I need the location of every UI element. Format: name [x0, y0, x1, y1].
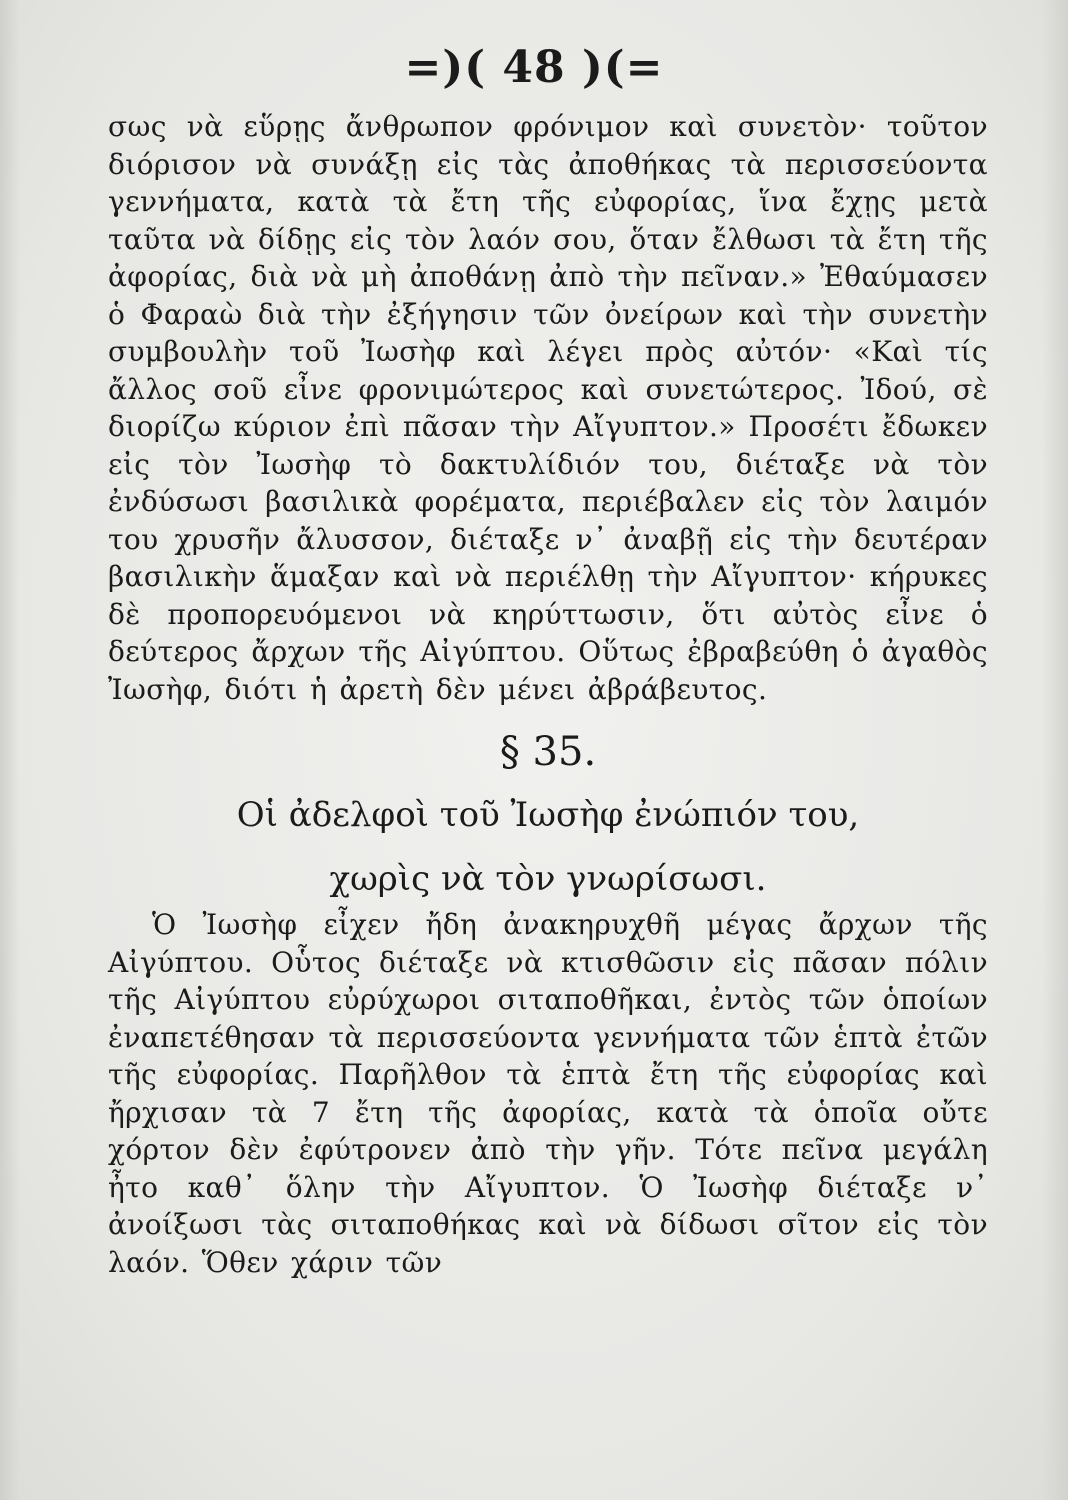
continued-paragraph: σως νὰ εὕρῃς ἄνθρωπον φρόνιμον καὶ συνετὸν· τοῦτον διόρισον νὰ συνάξῃ εἰς τὰς ἀποθήκας τὰ περισσεύοντα γεννήματα, κατὰ τὰ ἔτη τῆς εὐφορίας, ἵνα ἔχῃς μετὰ ταῦτα νὰ δίδῃς εἰς τὸν λαόν σου, ὅταν ἔλθωσι τὰ ἔτη τῆς ἀφορίας, διὰ νὰ μὴ ἀποθάνῃ ἀπὸ τὴν πεῖναν.» Ἐθαύμασεν ὁ Φαραὼ διὰ τὴν ἐξήγησιν τῶν ὀνείρων καὶ τὴν συνετὴν συμβουλὴν τοῦ Ἰωσὴφ καὶ λέγει πρὸς αὐτόν· «Καὶ τίς ἄλλος σοῦ εἶνε φρονιμώτερος καὶ συνετώτερος. Ἰδού, σὲ διορίζω κύριον ἐπὶ πᾶσαν τὴν Αἴγυπτον.» Προσέτι ἔδωκεν εἰς τὸν Ἰωσὴφ τὸ δακτυλίδιόν του, διέταξε νὰ τὸν ἐνδύσωσι βασιλικὰ φορέματα, περιέβαλεν εἰς τὸν λαιμόν του χρυσῆν ἄλυσσον, διέταξε ν᾿ ἀναβῇ εἰς τὴν δευτέραν βασιλικὴν ἅμαξαν καὶ νὰ περιέλθῃ τὴν Αἴγυπτον· κήρυκες δὲ προπορευόμενοι νὰ κηρύττωσιν, ὅτι αὐτὸς εἶνε ὁ δεύτερος ἄρχων τῆς Αἰγύπτου. Οὕτως ἐβραβεύθη ὁ ἀγαθὸς Ἰωσὴφ, διότι ἡ ἀρετὴ δὲν μένει ἀβράβευτος. [108, 110, 988, 706]
page-left-shadow [0, 0, 20, 1500]
section-subtitle: χωρὶς νὰ τὸν γνωρίσωσι. [329, 859, 767, 899]
page-number: 48 [502, 42, 566, 93]
header-ornament-right: )(= [581, 42, 664, 93]
page-body [108, 108, 988, 1281]
section-number: § 35. [499, 729, 597, 775]
header-ornament-left: =)( [404, 42, 487, 93]
page-header [0, 42, 1068, 93]
section-title: Οἱ ἀδελφοὶ τοῦ Ἰωσὴφ ἐνώπιόν του, [236, 795, 860, 835]
section-paragraph: Ὁ Ἰωσὴφ εἶχεν ἤδη ἀνακηρυχθῆ μέγας ἄρχων τῆς Αἰγύπτου. Οὗτος διέταξε νὰ κτισθῶσιν εἰς πᾶσαν πόλιν τῆς Αἰγύπτου εὐρύχωροι σιταποθῆκαι, ἐντὸς τῶν ὁποίων ἐναπετέθησαν τὰ περισσεύοντα γεννήματα τῶν ἑπτὰ ἐτῶν τῆς εὐφορίας. Παρῆλθον τὰ ἑπτὰ ἔτη τῆς εὐφορίας καὶ ἤρχισαν τὰ 7 ἔτη τῆς ἀφορίας, κατὰ τὰ ὁποῖα οὔτε χόρτον δὲν ἐφύτρονεν ἀπὸ τὴν γῆν. Τότε πεῖνα μεγάλη ἦτο καθ᾿ ὅλην τὴν Αἴγυπτον. Ὁ Ἰωσὴφ διέταξε ν᾿ ἀνοίξωσι τὰς σιταποθήκας καὶ νὰ δίδωσι σῖτον εἰς τὸν λαόν. Ὅθεν χάριν τῶν [108, 908, 988, 1279]
page-right-shadow [1042, 0, 1068, 1500]
